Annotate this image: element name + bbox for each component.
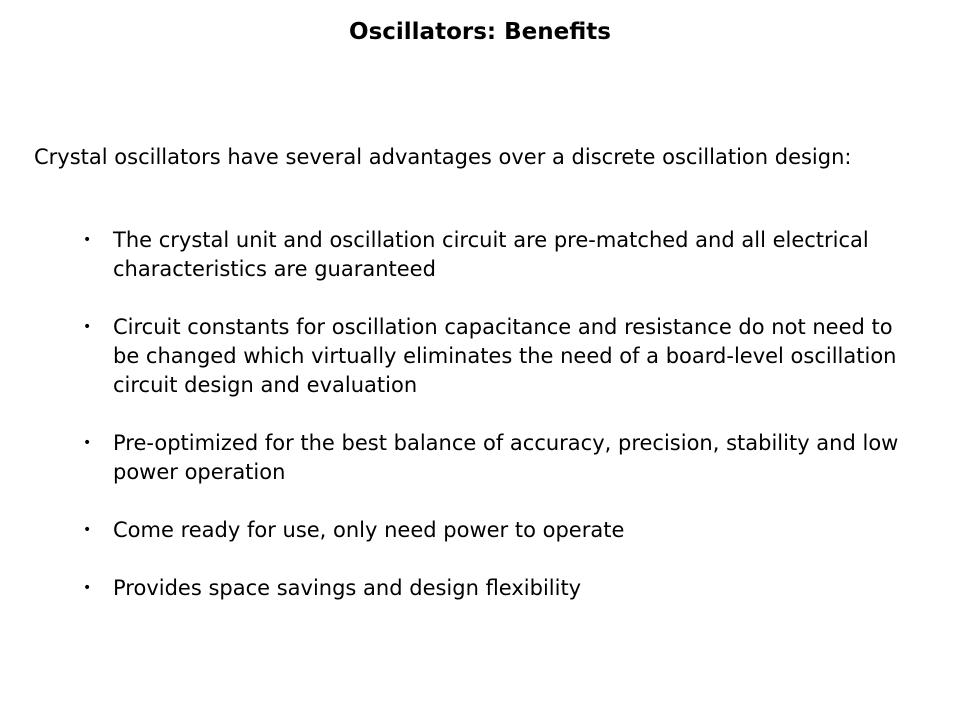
bullet-item	[80, 226, 925, 284]
bullet-marker-icon: •	[83, 319, 92, 335]
slide-title: Oscillators: Benefits	[349, 19, 611, 45]
benefits-list	[80, 226, 925, 632]
bullet-marker-icon: •	[83, 580, 92, 596]
intro-paragraph: Crystal oscillators have several advantages over a discrete oscillation design:	[34, 145, 852, 169]
bullet-item	[80, 429, 925, 487]
bullet-text: The crystal unit and oscillation circuit are pre-matched and all electrical characteristics are guaranteed	[113, 228, 869, 281]
bullet-text: Provides space savings and design flexibility	[113, 576, 582, 600]
bullet-marker-icon: •	[83, 232, 92, 248]
bullet-item	[80, 574, 925, 603]
bullet-text: Pre-optimized for the best balance of accuracy, precision, stability and low power operation	[113, 431, 899, 484]
bullet-text: Circuit constants for oscillation capacitance and resistance do not need to be changed which virtually eliminates the need of a board-level oscillation circuit design and evaluation	[113, 315, 897, 397]
bullet-marker-icon: •	[83, 435, 92, 451]
bullet-marker-icon: •	[83, 522, 92, 538]
bullet-text: Come ready for use, only need power to operate	[113, 518, 625, 542]
bullet-item	[80, 313, 925, 400]
bullet-item	[80, 516, 925, 545]
